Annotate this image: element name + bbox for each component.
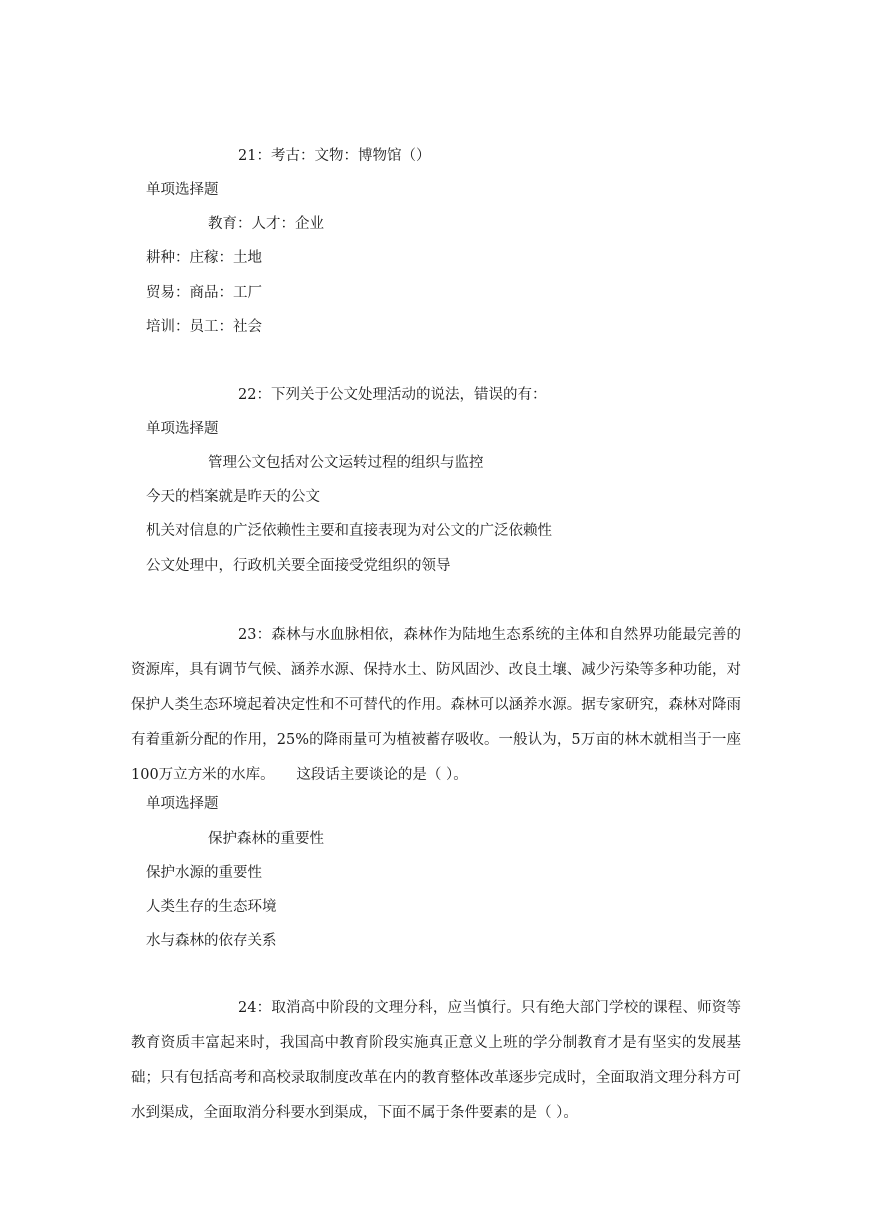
question-stem: 23：森林与水血脉相依，森林作为陆地生态系统的主体和自然界功能最完善的资源库，具有调节气候、涵养水源、保持水土、防风固沙、改良土壤、减少污染等多种功能，对保护人类生态环境起着决定性和不可替代的作用。森林可以涵养水源。据专家研究，森林对降雨有着重新分配的作用，25%的降雨量可为植被蓄存吸收。一般认为，5万亩的林木就相当于一座100万立方米的水库。 这段话主要谈论的是（ ）。 bbox=[131, 627, 741, 783]
option-c: 机关对信息的广泛依赖性主要和直接表现为对公文的广泛依赖性 bbox=[146, 523, 552, 539]
option-b: 耕种：庄稼：土地 bbox=[146, 250, 262, 266]
question-stem: 24：取消高中阶段的文理分科，应当慎行。只有绝大部门学校的课程、师资等教育资质丰富起来时，我国高中教育阶段实施真正意义上班的学分制教育才是有坚实的发展基础；只有包括高考和高校录取制度改革在内的教育整体改革逐步完成时，全面取消文理分科方可水到渠成，全面取消分科要水到渠成，下面不属于条件要素的是（ ）。 bbox=[131, 1000, 741, 1121]
option-a: 管理公文包括对公文运转过程的组织与监控 bbox=[208, 455, 484, 471]
question-type-label: 单项选择题 bbox=[146, 796, 219, 812]
option-d: 公文处理中，行政机关要全面接受党组织的领导 bbox=[146, 558, 451, 574]
option-a: 保护森林的重要性 bbox=[208, 831, 324, 847]
option-c: 贸易：商品：工厂 bbox=[146, 285, 262, 301]
option-a: 教育：人才：企业 bbox=[208, 216, 324, 232]
option-b: 保护水源的重要性 bbox=[146, 865, 262, 881]
option-c: 人类生存的生态环境 bbox=[146, 899, 277, 915]
question-type-label: 单项选择题 bbox=[146, 421, 219, 437]
option-d: 水与森林的依存关系 bbox=[146, 933, 277, 949]
option-d: 培训：员工：社会 bbox=[146, 319, 262, 335]
question-stem: 21：考古：文物：博物馆（） bbox=[238, 148, 431, 164]
question-type-label: 单项选择题 bbox=[146, 182, 219, 198]
option-b: 今天的档案就是昨天的公文 bbox=[146, 489, 320, 505]
question-stem: 22：下列关于公文处理活动的说法，错误的有： bbox=[238, 387, 547, 403]
